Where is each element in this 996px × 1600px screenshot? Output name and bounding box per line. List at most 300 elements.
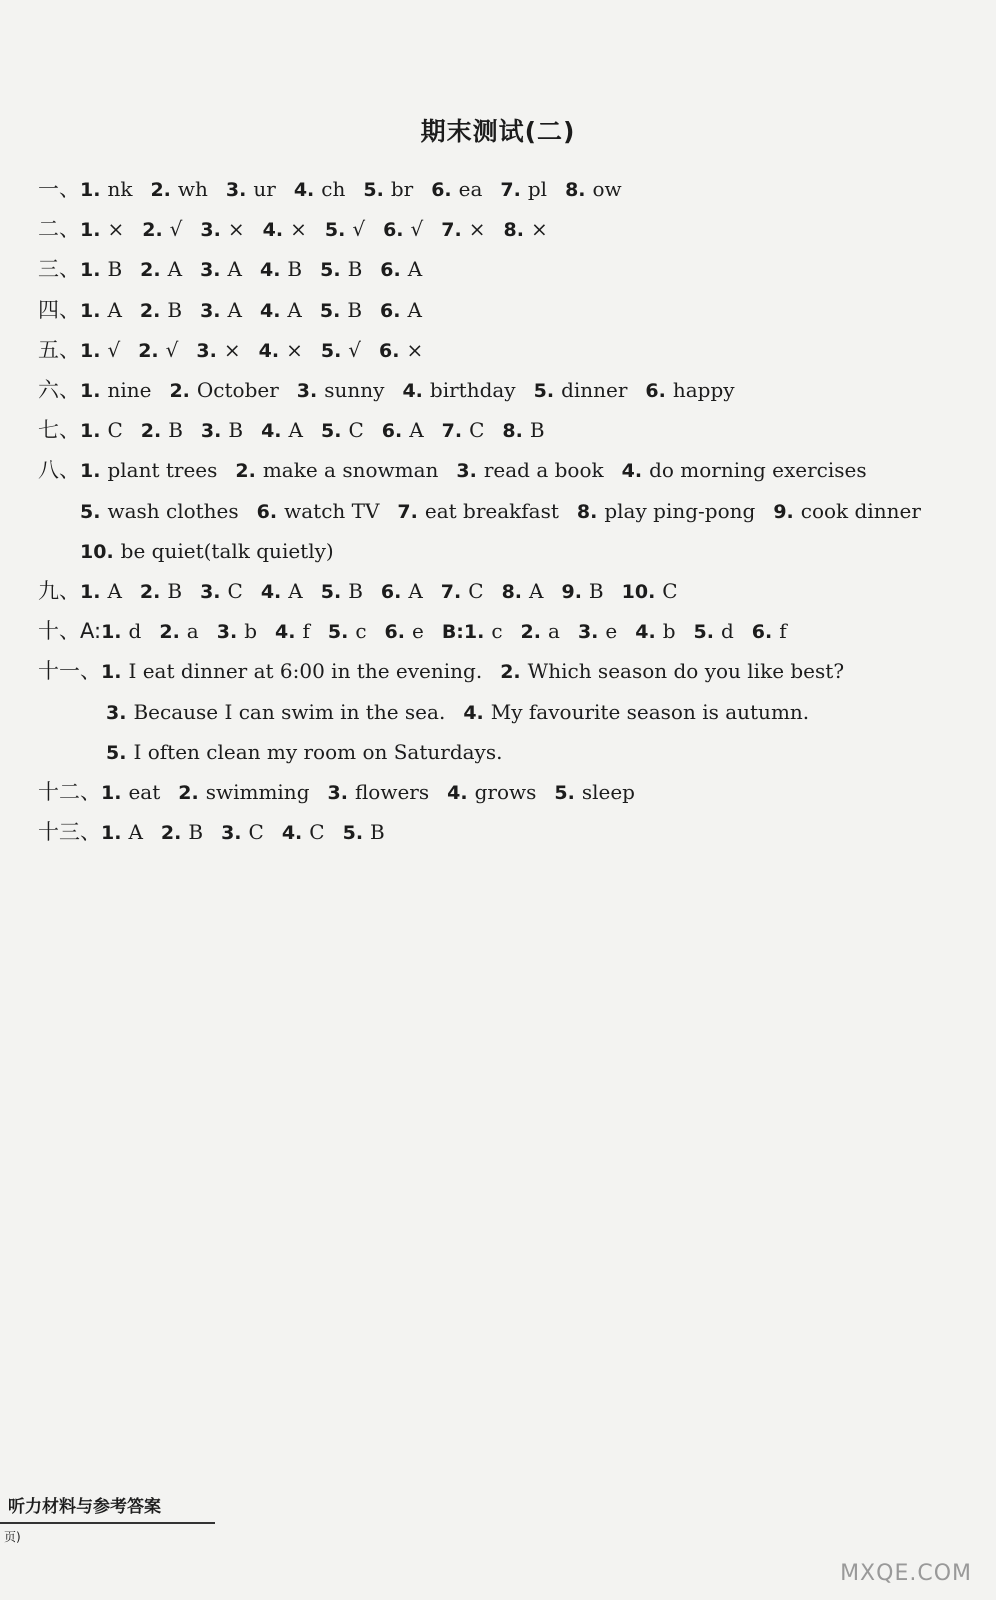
answer-item [257,499,380,523]
item-answer: B [529,418,545,443]
answer-item [141,418,183,442]
answer-item [447,780,536,804]
item-number: 2. [138,339,159,362]
item-answer: ow [592,177,622,201]
item-answer: read a book [483,458,604,483]
answer-item [201,418,243,442]
answer-item [577,499,755,523]
item-answer: A [408,579,423,603]
item-number: 6. [431,179,452,201]
section-label: 十三、 [38,820,101,845]
item-number: 10. [80,540,114,563]
item-number: 3. [200,581,221,603]
answer-item [80,378,151,402]
answer-item [200,579,243,603]
answer-item [554,780,635,804]
item-answer: C [468,579,484,603]
item-number: 3. [216,621,238,644]
section-label: 八、 [38,458,80,483]
answer-item [259,338,303,362]
section-label: 七、 [38,418,80,443]
answer-item [260,298,302,322]
answer-item [140,579,182,603]
item-number: 4. [635,621,656,644]
answer-item [80,338,120,362]
item-answer: sleep [581,780,635,804]
item-number: 2. [139,581,161,603]
item-number: 6. [381,420,403,443]
item-answer: pl [527,177,548,201]
item-answer: × [530,217,548,242]
item-number: 3. [456,460,477,483]
item-answer: I eat dinner at 6:00 in the evening. [128,659,483,684]
item-answer: b [244,619,257,644]
answer-item [80,539,334,563]
item-number: 4. [259,259,281,282]
answer-item [235,458,438,482]
item-answer: B [287,257,303,282]
item-answer: e [605,619,618,644]
item-number: 8. [503,219,524,242]
item-number: 8. [502,420,523,443]
item-number: 6. [256,500,278,523]
item-answer: B [347,257,363,282]
answer-item [500,177,547,201]
answer-item [178,780,309,804]
item-answer: C [469,418,485,443]
item-number: 2. [235,460,256,483]
section-label: 四、 [38,297,80,322]
answer-item [402,378,515,402]
item-answer: A [288,579,303,603]
item-number: 6. [751,621,773,644]
answer-item [226,177,276,201]
answer-row [80,494,939,528]
section-label: 十一、 [38,659,101,684]
item-number: 1. [80,259,101,282]
answer-item [442,418,485,442]
answer-item [217,619,257,643]
item-answer: × [468,217,486,242]
answer-item [379,338,423,362]
item-answer: b [662,619,676,644]
item-answer: B [588,579,604,603]
item-number: 5. [693,621,714,644]
answer-item [521,619,560,643]
answer-item [752,619,787,643]
item-number: 2. [140,259,161,282]
answer-item [381,579,423,603]
answer-item [260,257,302,281]
answer-item [380,298,422,322]
answer-item [263,217,307,241]
answer-item [456,458,603,482]
item-number: 2. [150,179,171,201]
item-answer: A [409,418,424,443]
item-answer: A [167,257,183,282]
item-answer: birthday [429,378,516,402]
item-answer: wh [177,177,208,201]
answer-row [38,614,805,648]
item-number: 2. [178,782,199,804]
answer-item [138,338,178,362]
item-answer: be quiet(talk quietly) [120,538,334,563]
footer-page-number: 页) [4,1530,21,1544]
item-number: 4. [447,782,468,804]
answer-row [38,252,440,286]
item-number: 9. [773,500,794,523]
answer-item [221,820,264,844]
item-number: 3. [200,259,221,282]
item-number: 5. [554,782,575,804]
item-number: 3. [327,782,348,804]
answer-item [159,619,198,643]
item-answer: make a snowman [262,458,439,483]
item-answer: eat breakfast [424,498,559,523]
answer-item [694,619,734,643]
item-number: 4. [281,822,303,845]
item-number: 3. [106,701,127,724]
answer-item [80,579,122,603]
item-answer: √ [169,217,183,242]
item-answer: cook dinner [800,498,921,523]
answer-item [80,257,122,281]
item-number: 4. [275,621,296,644]
item-answer: watch TV [284,498,380,523]
item-number: 5. [106,741,127,764]
item-answer: × [227,217,245,242]
answer-item [275,619,310,643]
item-number: 1. [80,380,101,402]
item-number: 1. [80,420,101,443]
item-number: 7. [500,179,521,201]
item-answer: e [411,619,424,644]
item-number: 3. [200,299,221,322]
item-answer: B [168,418,183,443]
item-number: 5. [80,500,101,523]
answer-row [38,775,653,809]
section-label: 十二、 [38,780,101,804]
answer-item [80,177,132,201]
item-number: 5. [320,420,342,443]
item-answer: C [227,579,243,603]
section-label: 六、 [38,378,80,402]
answer-item [502,579,544,603]
section-label: 二、 [38,217,80,242]
item-number: 5. [320,259,341,282]
item-number: 1. [101,822,122,845]
item-number: 2. [140,420,162,443]
item-number: 5. [319,299,341,322]
item-answer: play ping-pong [604,498,756,523]
answer-item [282,820,325,844]
item-answer: Because I can swim in the sea. [133,699,446,724]
item-number: 6. [379,339,400,362]
answer-item [442,619,503,643]
answer-item [320,257,362,281]
item-number: 3. [196,339,217,362]
answer-item [294,177,346,201]
answer-item [382,418,424,442]
item-number: 1. [80,299,101,322]
item-number: 4. [402,380,423,402]
item-answer: × [107,217,125,242]
item-number: 6. [645,380,666,402]
item-answer: A [227,297,242,322]
item-number: 2. [520,621,541,644]
item-number: 2. [160,822,182,845]
answer-row [38,654,862,688]
item-number: 2. [139,299,161,322]
answer-item [622,458,867,482]
item-number: 4. [463,701,484,724]
item-number: 8. [576,500,598,523]
item-answer: B [347,297,363,322]
answer-item [773,499,921,523]
answer-item [503,217,547,241]
answer-item [101,619,141,643]
item-number: 2. [500,661,521,684]
answer-item [321,579,363,603]
item-number: 3. [225,179,247,201]
answer-item [441,579,484,603]
section-label: 一、 [38,177,80,201]
item-number: 4. [259,299,281,322]
item-number: 8. [501,581,523,603]
item-answer: swimming [205,780,310,804]
answer-item [383,217,423,241]
answer-item [80,458,217,482]
item-answer: × [286,337,303,362]
item-number: 6. [380,299,401,322]
item-answer: f [779,619,787,644]
item-number: 5. [320,339,342,362]
answer-item [321,418,364,442]
answer-item [328,780,430,804]
answer-item [343,820,385,844]
answer-item [635,619,675,643]
answer-item [261,418,303,442]
item-number: 4. [260,581,282,603]
item-answer: C [348,418,364,443]
answer-item [363,177,413,201]
item-number: 5. [327,621,349,644]
item-answer: × [290,217,307,242]
item-answer: A [107,579,122,603]
answer-item [325,217,365,241]
item-number: 1. [80,460,101,483]
item-number: 1. [101,782,122,804]
answer-item [169,378,278,402]
item-answer: √ [165,337,179,362]
answer-item [463,700,809,724]
answer-item [261,579,303,603]
item-answer: C [248,820,264,845]
answer-item [106,700,445,724]
answer-row [106,735,520,769]
answer-item [500,659,844,683]
item-answer: br [390,177,414,201]
item-answer: nk [107,177,133,201]
item-answer: A [288,418,303,443]
item-answer: √ [410,217,424,242]
item-number: 7. [440,581,462,603]
answer-item [200,298,242,322]
answer-item [380,257,422,281]
item-answer: a [548,619,560,644]
item-number: 3. [296,380,318,402]
answer-item [297,378,385,402]
answer-row [106,695,827,729]
item-answer: flowers [354,780,430,804]
answer-item [645,378,734,402]
answer-item [106,740,502,764]
section-label: 九、 [38,579,80,603]
item-answer: A [407,297,422,322]
item-answer: ea [458,177,483,201]
answer-item [321,338,361,362]
answer-row [38,453,885,487]
item-number: 1. [101,621,122,644]
item-answer: B [228,418,244,443]
item-answer: happy [672,378,735,402]
answer-item [397,499,558,523]
item-answer: B [370,820,385,845]
answer-row [38,293,440,327]
item-number: 10. [621,581,656,603]
item-answer: B [348,579,363,603]
item-answer: A [128,820,143,845]
answer-item [101,780,160,804]
item-number: 6. [383,219,404,242]
item-answer: A [107,297,122,322]
item-answer: October [196,378,279,402]
answer-row [38,333,441,367]
item-answer: B [167,297,183,322]
item-number: 1. [101,661,122,684]
item-answer: × [406,337,424,362]
watermark-logo: MXQE.COM [840,1561,972,1586]
item-answer: B [107,257,123,282]
item-number: 4. [258,339,280,362]
section-label: 三、 [38,257,80,282]
answer-item [80,499,239,523]
answer-item [140,257,182,281]
answer-item [328,619,367,643]
item-number: 7. [397,500,418,523]
item-answer: A [287,297,302,322]
answer-row [38,172,640,206]
answer-row [38,815,403,849]
answer-row [38,212,566,246]
item-number: 5. [342,822,364,845]
answer-item [140,298,182,322]
answer-row [38,413,563,447]
answer-item [142,217,182,241]
answer-item [441,217,485,241]
item-answer: sunny [324,378,385,402]
answer-item [80,298,122,322]
answer-row [80,534,352,568]
item-number: 8. [565,179,586,201]
answer-item [200,257,242,281]
item-answer: plant trees [107,458,218,483]
page-title: 期末测试(二) [420,117,576,146]
item-answer: f [302,619,310,644]
item-answer: C [309,820,325,845]
answer-item [561,579,603,603]
item-number: 6. [380,259,401,282]
item-number: 1. [80,179,101,201]
item-number: 5. [363,179,384,201]
item-answer: I often clean my room on Saturdays. [133,739,503,764]
item-answer: B [167,579,183,603]
item-answer: A [227,257,242,282]
item-number: 3. [200,219,221,242]
item-number: 7. [441,219,462,242]
item-answer: B [188,820,204,845]
item-answer: wash clothes [107,498,239,523]
item-answer: C [107,418,123,443]
section-label: 十、A: [38,619,102,644]
answer-item [534,378,628,402]
footer-divider [0,1522,215,1524]
answer-item [320,298,362,322]
item-answer: nine [107,378,152,402]
item-number: 5. [320,581,342,603]
item-answer: d [128,619,142,644]
item-answer: c [355,619,367,644]
answer-item [565,177,622,201]
item-number: 2. [142,219,163,242]
answer-item [622,579,678,603]
item-answer: √ [348,337,362,362]
answer-row [38,373,753,407]
answer-item [101,659,482,683]
answer-item [101,820,143,844]
item-number: 4. [293,179,315,201]
item-number: 5. [324,219,346,242]
answer-item [196,338,240,362]
item-number: 3. [577,621,599,644]
answer-item [431,177,482,201]
item-number: 1. [80,339,101,362]
item-number: 1. [80,219,101,242]
item-answer: grows [474,780,537,804]
answer-item [80,418,123,442]
answer-item [502,418,544,442]
answer-item [578,619,617,643]
item-answer: √ [352,217,366,242]
item-answer: a [186,619,199,644]
item-answer: ch [321,177,346,201]
item-answer: eat [128,780,161,804]
answer-item [80,217,124,241]
answer-item [385,619,424,643]
item-answer: √ [107,337,121,362]
item-answer: My favourite season is autumn. [490,699,810,724]
item-number: 7. [441,420,463,443]
item-answer: A [529,579,544,603]
item-number: 1. [80,581,101,603]
item-answer: do morning exercises [649,458,867,483]
answer-item [150,177,207,201]
item-answer: ur [253,177,276,201]
item-number: 3. [221,822,242,845]
item-answer: × [223,337,241,362]
item-answer: Which season do you like best? [527,659,845,684]
item-number: 5. [533,380,555,402]
